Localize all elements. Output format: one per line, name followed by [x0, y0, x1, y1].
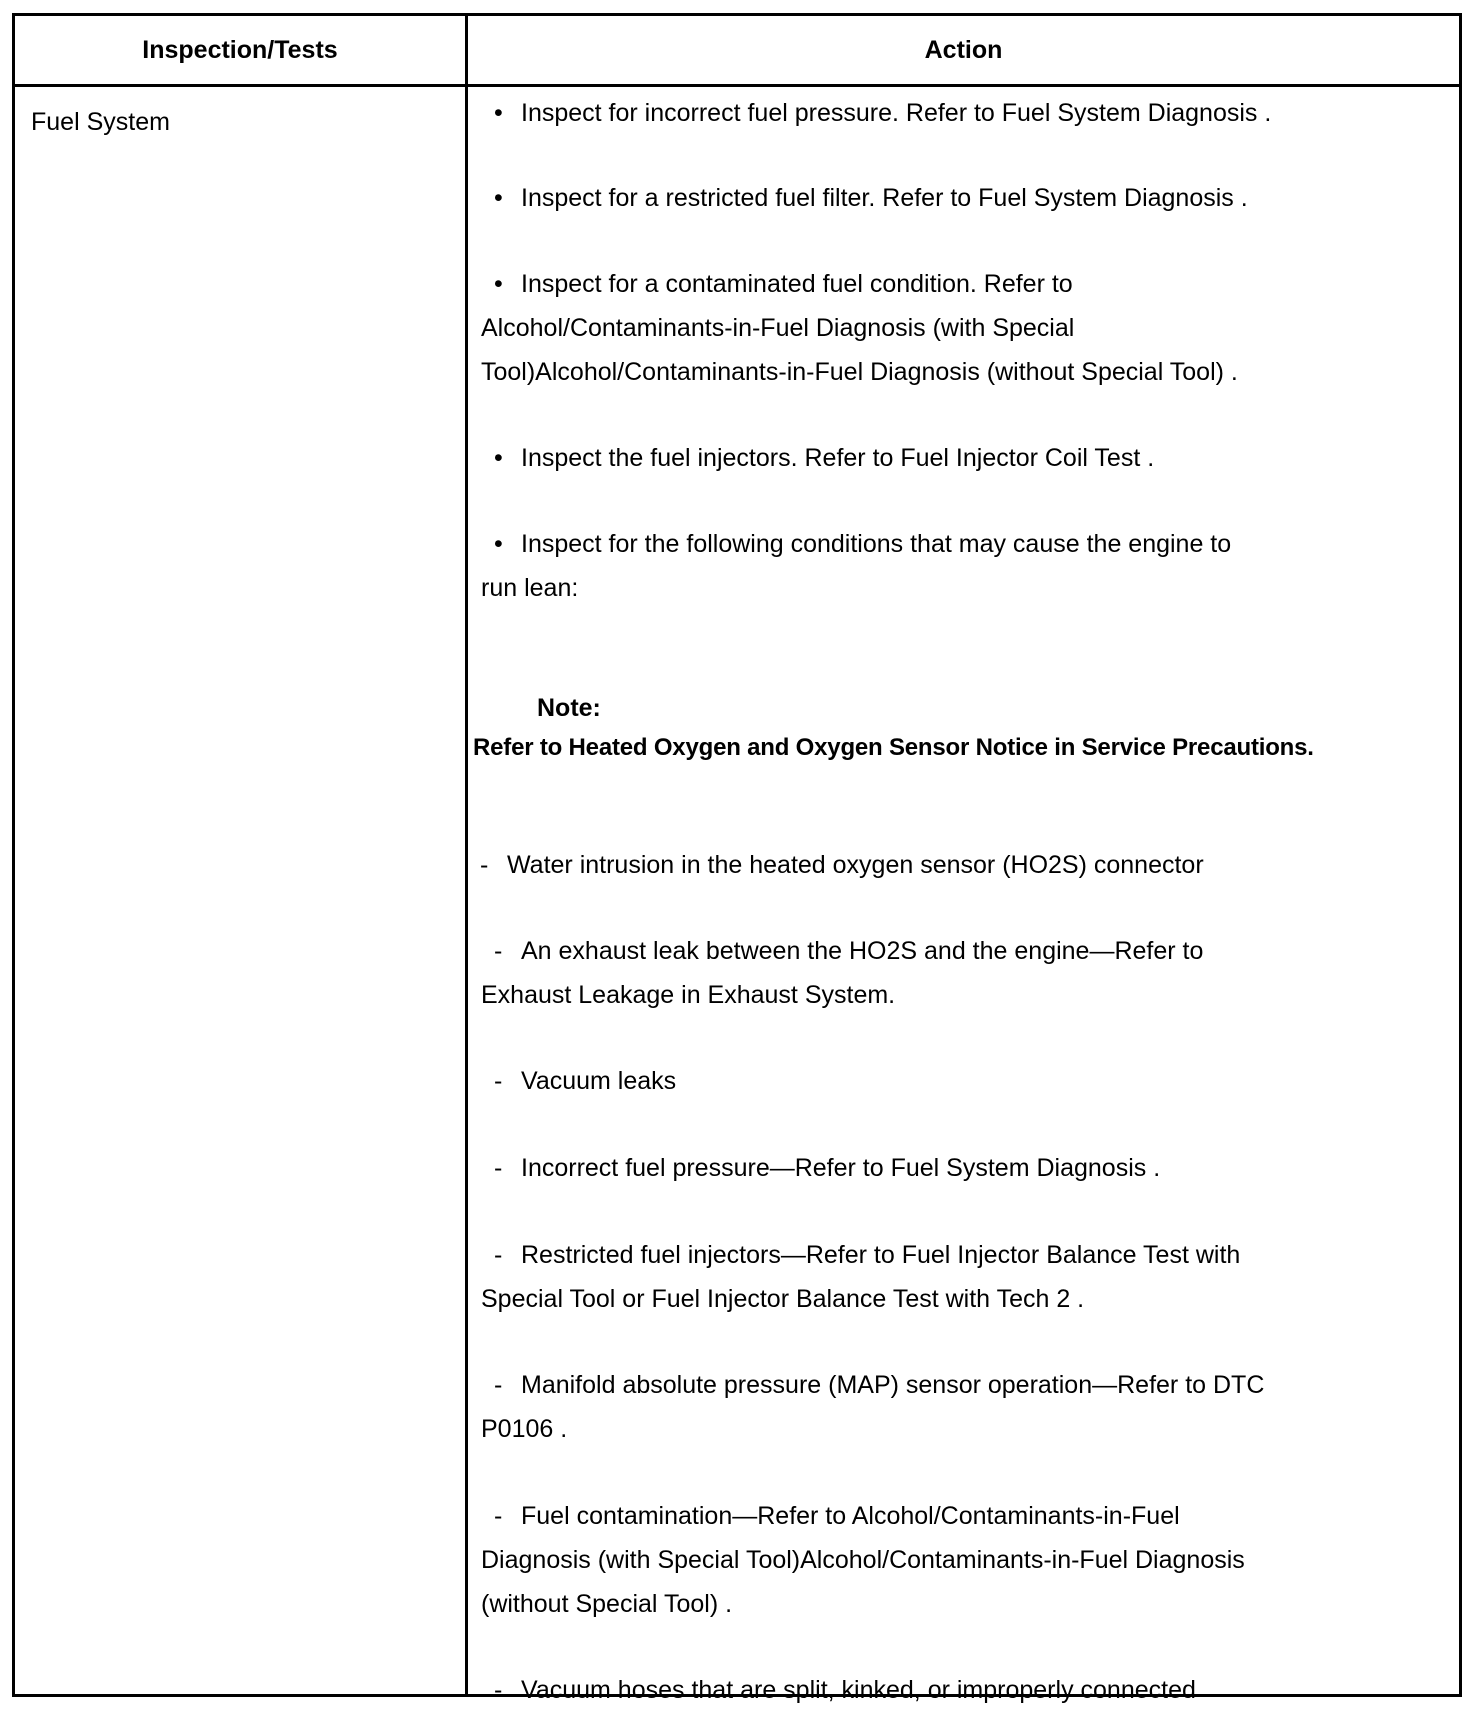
list-item-text: Manifold absolute pressure (MAP) sensor operation—Refer to DTC — [521, 1371, 1265, 1399]
list-item-text: Alcohol/Contaminants-in-Fuel Diagnosis (with Special — [481, 314, 1075, 342]
bullet-marker: • — [494, 99, 503, 127]
bullet-marker: • — [494, 184, 503, 212]
list-item-text: Vacuum leaks — [521, 1067, 677, 1095]
inspection-cell-fuel-system: Fuel System — [31, 108, 170, 136]
list-item — [481, 1363, 1451, 1451]
dash-marker: - — [494, 1676, 503, 1704]
header-action: Action — [924, 35, 1003, 64]
list-item-text: (without Special Tool) . — [481, 1590, 733, 1618]
dash-marker: - — [494, 1154, 503, 1182]
header-divider — [15, 84, 1459, 87]
list-item-text: Inspect for a restricted fuel filter. Refer to Fuel System Diagnosis . — [521, 184, 1248, 212]
list-item-text: Restricted fuel injectors—Refer to Fuel Injector Balance Test with — [521, 1241, 1241, 1269]
list-item — [481, 1059, 1451, 1103]
note-text: Refer to Heated Oxygen and Oxygen Sensor Notice in Service Precautions. — [473, 734, 1314, 761]
list-item — [481, 436, 1451, 480]
bullet-marker: • — [494, 444, 503, 472]
diagnostic-table — [12, 13, 1462, 1704]
list-item — [481, 1146, 1451, 1190]
list-item — [481, 1494, 1451, 1626]
list-item-text: An exhaust leak between the HO2S and the engine—Refer to — [521, 937, 1204, 965]
dash-marker: - — [494, 1502, 503, 1530]
bullet-marker: • — [494, 530, 503, 558]
dash-marker: - — [480, 851, 489, 879]
list-item-text: Inspect for a contaminated fuel condition. Refer to — [521, 270, 1073, 298]
list-item-text: Inspect for the following conditions that may cause the engine to — [521, 530, 1232, 558]
list-item-text: Vacuum hoses that are split, kinked, or improperly connected — [521, 1676, 1196, 1704]
list-item-text: Incorrect fuel pressure—Refer to Fuel System Diagnosis . — [521, 1154, 1161, 1182]
list-item-text: Special Tool or Fuel Injector Balance Test with Tech 2 . — [481, 1285, 1085, 1313]
list-item — [481, 176, 1451, 220]
dash-marker: - — [494, 937, 503, 965]
list-item-text: run lean: — [481, 574, 579, 602]
note-title: Note: — [537, 694, 601, 722]
list-item — [481, 522, 1451, 610]
list-item-text: Water intrusion in the heated oxygen sensor (HO2S) connector — [507, 851, 1204, 879]
dash-marker: - — [494, 1067, 503, 1095]
dash-marker: - — [494, 1241, 503, 1269]
dash-marker: - — [494, 1371, 503, 1399]
list-item-text: Tool)Alcohol/Contaminants-in-Fuel Diagnosis (without Special Tool) . — [481, 358, 1238, 386]
list-item — [481, 1668, 1451, 1712]
list-item — [481, 1233, 1451, 1321]
list-item — [481, 262, 1451, 394]
list-item — [481, 929, 1451, 1017]
list-item-text: Fuel contamination—Refer to Alcohol/Contaminants-in-Fuel — [521, 1502, 1180, 1530]
list-item-text: Inspect the fuel injectors. Refer to Fuel Injector Coil Test . — [521, 444, 1155, 472]
list-item-text: Diagnosis (with Special Tool)Alcohol/Contaminants-in-Fuel Diagnosis — [481, 1546, 1245, 1574]
list-item-text: Exhaust Leakage in Exhaust System. — [481, 981, 896, 1009]
list-item — [481, 91, 1451, 135]
list-item-text: Inspect for incorrect fuel pressure. Refer to Fuel System Diagnosis . — [521, 99, 1272, 127]
header-inspection-tests: Inspection/Tests — [142, 35, 338, 64]
bullet-marker: • — [494, 270, 503, 298]
list-item-text: P0106 . — [481, 1415, 568, 1443]
list-item — [467, 843, 1451, 887]
